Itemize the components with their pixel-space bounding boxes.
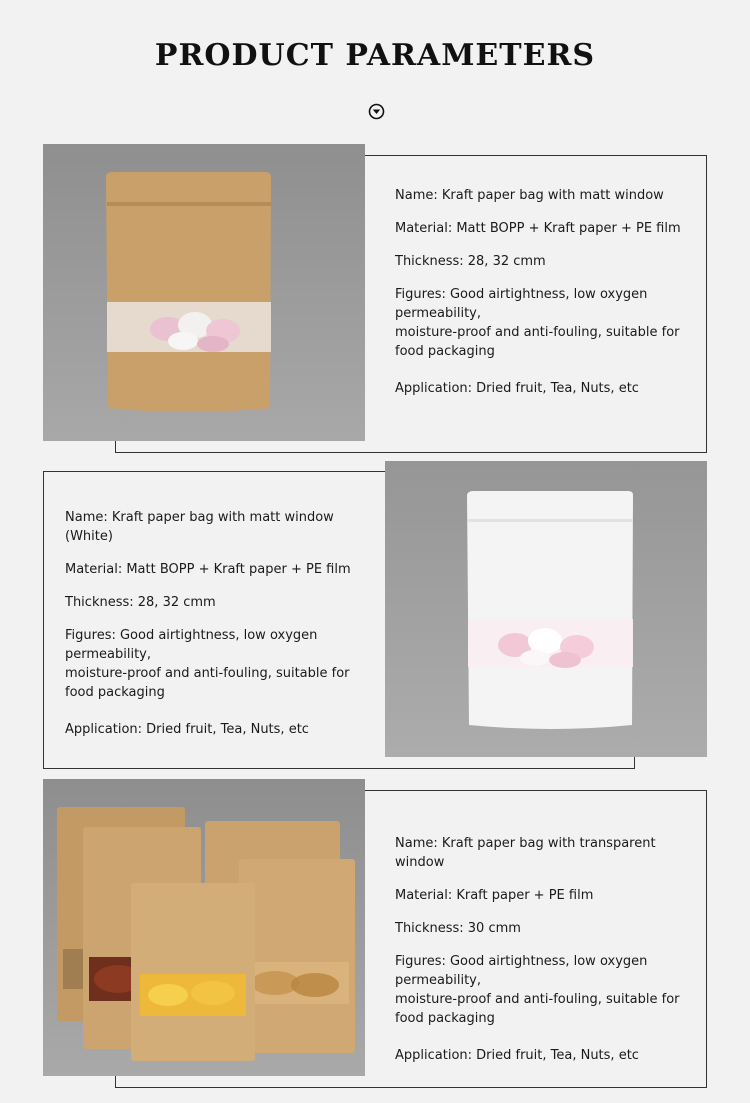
product-specs xyxy=(395,834,705,1079)
spec-application: Application: Dried fruit, Tea, Nuts, etc xyxy=(395,1048,639,1063)
spec-name: Name: Kraft paper bag with matt window xyxy=(395,188,664,203)
spec-figures: Figures: Good airtightness, low oxygen permeability, moisture-proof and anti-fouling, suitable for food packaging xyxy=(395,287,680,359)
spec-application: Application: Dried fruit, Tea, Nuts, etc xyxy=(65,722,309,737)
spec-material: Material: Kraft paper + PE film xyxy=(395,888,594,903)
product-specs xyxy=(65,508,380,753)
spec-figures: Figures: Good airtightness, low oxygen permeability, moisture-proof and anti-fouling, suitable for food packaging xyxy=(65,628,350,700)
page-title: PRODUCT PARAMETERS xyxy=(154,38,596,73)
spec-thickness: Thickness: 28, 32 cmm xyxy=(65,595,216,610)
spec-thickness: Thickness: 30 cmm xyxy=(395,921,521,936)
circle-chevron-down-icon xyxy=(368,103,385,120)
spec-material: Material: Matt BOPP + Kraft paper + PE film xyxy=(395,221,681,236)
spec-thickness: Thickness: 28, 32 cmm xyxy=(395,254,546,269)
spec-figures: Figures: Good airtightness, low oxygen permeability, moisture-proof and anti-fouling, suitable for food packaging xyxy=(395,954,680,1026)
product-photo-kraft-transparent xyxy=(43,779,365,1076)
spec-name: Name: Kraft paper bag with matt window (White) xyxy=(65,510,334,544)
product-photo-white-matt xyxy=(385,461,707,757)
spec-material: Material: Matt BOPP + Kraft paper + PE film xyxy=(65,562,351,577)
spec-name: Name: Kraft paper bag with transparent window xyxy=(395,836,656,870)
product-specs xyxy=(395,186,705,412)
product-photo-kraft-matt xyxy=(43,144,365,441)
spec-application: Application: Dried fruit, Tea, Nuts, etc xyxy=(395,381,639,396)
